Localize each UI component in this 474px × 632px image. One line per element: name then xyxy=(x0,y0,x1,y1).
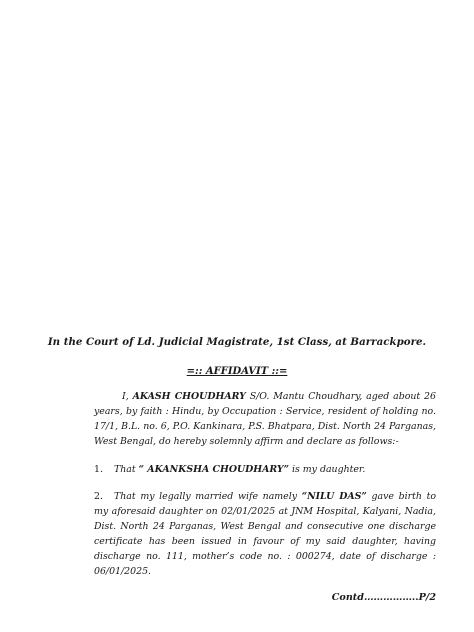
clause-1-prefix: That xyxy=(114,464,139,475)
continuation-marker: Contd……………..P/2 xyxy=(331,592,436,603)
wife-name: “NILU DAS” xyxy=(301,491,367,502)
clause-1 xyxy=(94,462,436,477)
deponent-name: AKASH CHOUDHARY xyxy=(132,391,246,402)
intro-prefix: I, xyxy=(122,391,133,402)
clause-2-suffix: gave birth to my aforesaid daughter on 02/01/2025 at JNM Hospital, Kalyani, Nadia, Dist. North 24 Parganas, West Bengal and consecutive one discharge certificate has been issued in favour of my said daughter, having discharge no. 111, mother’s code no. : 000274, date of discharge : 06/01/2025. xyxy=(94,491,436,577)
clause-2-number: 2. xyxy=(94,491,103,502)
clause-2-prefix: That my legally married wife namely xyxy=(114,491,302,502)
court-title: In the Court of Ld. Judicial Magistrate, 1st Class, at Barrackpore. xyxy=(47,336,427,348)
intro-text: S/O. Mantu Choudhary, aged about 26 years, by faith : Hindu, by Occupation : Service, resident of holding no. 17/1, B.L. no. 6, P.O. Kankinara, P.S. Bhatpara, Dist. North 24 Parganas, West Bengal, do hereby solemnly affirm and declare as follows:- xyxy=(94,391,436,447)
affidavit-heading: =:: AFFIDAVIT ::= xyxy=(186,366,288,377)
daughter-name: “ AKANKSHA CHOUDHARY” xyxy=(138,464,290,475)
intro-paragraph xyxy=(94,389,436,449)
clause-2 xyxy=(94,489,436,579)
clause-1-suffix: is my daughter. xyxy=(289,464,366,475)
clause-1-number: 1. xyxy=(94,464,103,475)
